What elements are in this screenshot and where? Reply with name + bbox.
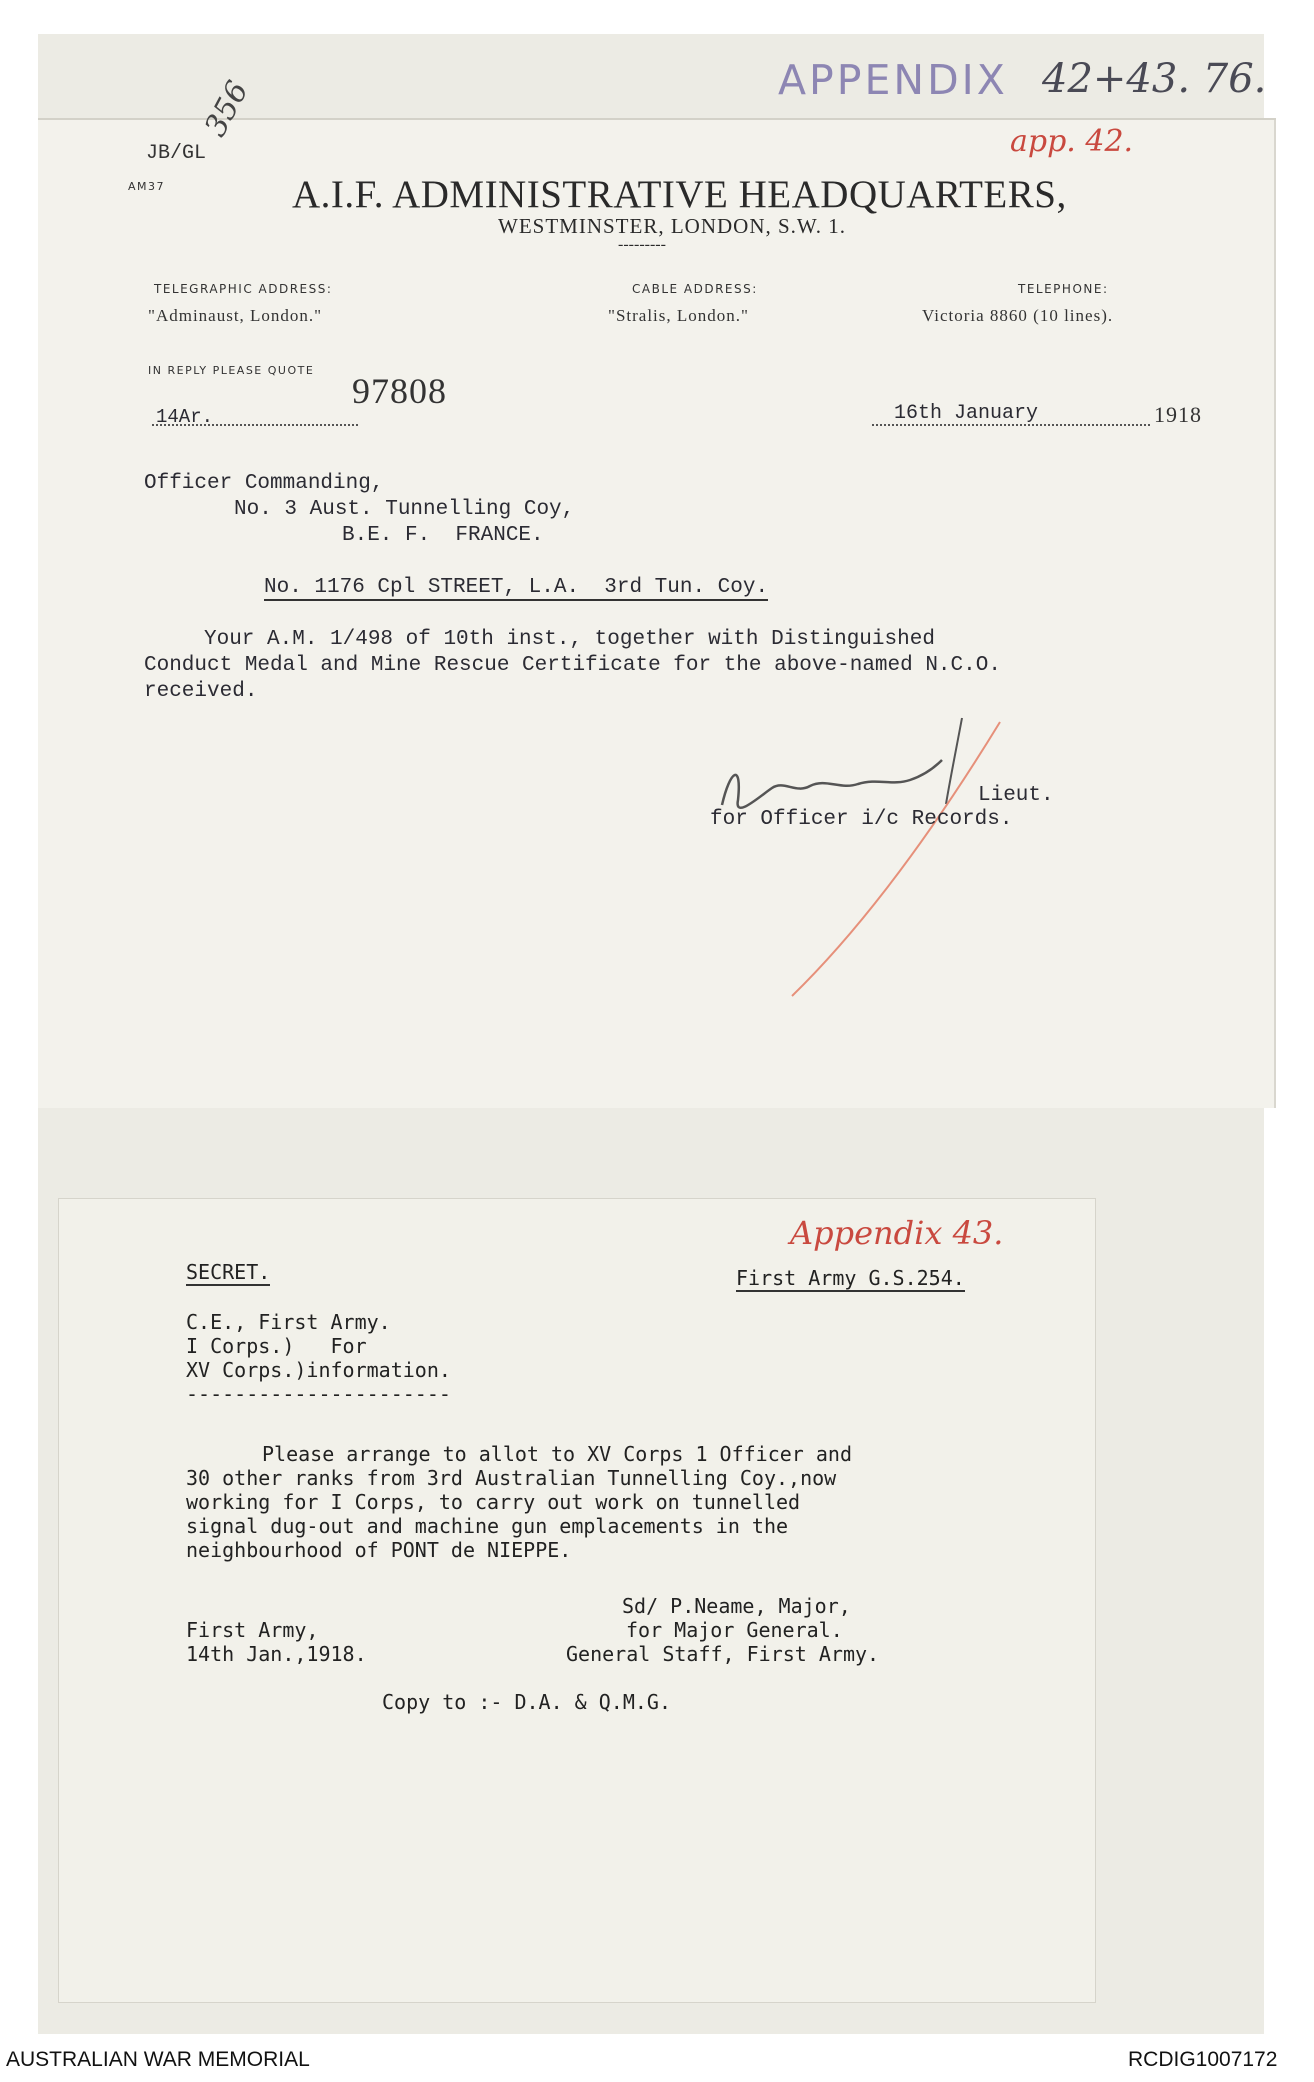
file-number: 356 — [198, 75, 256, 143]
org-title: A.I.F. ADMINISTRATIVE HEADQUARTERS, — [292, 173, 1067, 216]
appendix-numbers: 42+43. 76. — [1042, 56, 1267, 102]
app42-note: app. 42. — [1010, 124, 1134, 159]
header-divider: --------- — [618, 236, 666, 253]
distribution-line-3: XV Corps.)information. — [186, 1358, 451, 1382]
body-line-1: Your A.M. 1/498 of 10th inst., together with Distinguished — [204, 628, 935, 651]
red-pencil-line — [792, 722, 1000, 996]
letter-subject: No. 1176 Cpl STREET, L.A. 3rd Tun. Coy. — [264, 576, 769, 599]
addressee-line-1: Officer Commanding, — [144, 472, 384, 495]
cable-label: CABLE ADDRESS: — [632, 282, 758, 296]
origin-line-1: First Army, — [186, 1618, 319, 1642]
file-ref: JB/GL — [146, 142, 207, 165]
origin-line-2: 14th Jan.,1918. — [186, 1642, 367, 1666]
cable-value: "Stralis, London." — [608, 306, 749, 325]
letter-year: 1918 — [1154, 402, 1202, 427]
signature-for: for Officer i/c Records. — [710, 808, 1013, 831]
distribution-rule: ---------------------- — [186, 1382, 451, 1406]
telegraphic-value: "Adminaust, London." — [148, 306, 323, 325]
letter-sheet-aif — [38, 118, 1276, 1108]
signature-line-1: Sd/ P.Neame, Major, — [622, 1594, 851, 1618]
telephone-label: TELEPHONE: — [1018, 282, 1109, 296]
signature-line-3: General Staff, First Army. — [566, 1642, 880, 1666]
order-line-1: Please arrange to allot to XV Corps 1 Officer and — [262, 1442, 853, 1466]
signature-rank: Lieut. — [978, 784, 1054, 807]
reply-number: 97808 — [352, 371, 447, 411]
distribution-line-1: C.E., First Army. — [186, 1310, 391, 1334]
reference: First Army G.S.254. — [736, 1266, 965, 1290]
addressee-line-3: B.E. F. FRANCE. — [342, 524, 544, 547]
appendix43-note: Appendix 43. — [790, 1214, 1004, 1252]
appendix-stamp: APPENDIX — [778, 56, 1008, 104]
telephone-value: Victoria 8860 (10 lines). — [922, 306, 1114, 325]
order-line-2: 30 other ranks from 3rd Australian Tunnelling Coy.,now — [186, 1466, 837, 1490]
body-line-3: received. — [144, 680, 258, 703]
footer-archive-name: AUSTRALIAN WAR MEMORIAL — [6, 2048, 310, 2071]
footer-record-id: RCDIG1007172 — [1128, 2048, 1278, 2071]
addressee-line-2: No. 3 Aust. Tunnelling Coy, — [234, 498, 575, 521]
copy-to: Copy to :- D.A. & Q.M.G. — [382, 1690, 671, 1714]
signature-stroke — [946, 718, 962, 804]
reply-ref: 14Ar. — [156, 406, 214, 428]
order-line-4: signal dug-out and machine gun emplacements in the — [186, 1514, 789, 1538]
distribution-line-2: I Corps.) For — [186, 1334, 367, 1358]
body-line-2: Conduct Medal and Mine Rescue Certificate for the above-named N.C.O. — [144, 654, 1001, 677]
order-line-3: working for I Corps, to carry out work on tunnelled — [186, 1490, 801, 1514]
telegraphic-label: TELEGRAPHIC ADDRESS: — [154, 282, 333, 296]
signature-scrawl — [722, 760, 942, 808]
classification: SECRET. — [186, 1260, 271, 1284]
org-address: WESTMINSTER, LONDON, S.W. 1. — [498, 214, 847, 238]
reply-label: IN REPLY PLEASE QUOTE — [148, 364, 315, 377]
signature-line-2: for Major General. — [626, 1618, 843, 1642]
order-line-5: neighbourhood of PONT de NIEPPE. — [186, 1538, 572, 1562]
form-code: AM37 — [128, 180, 166, 193]
signature-area — [700, 700, 1060, 1010]
letter-date: 16th January — [894, 402, 1039, 425]
